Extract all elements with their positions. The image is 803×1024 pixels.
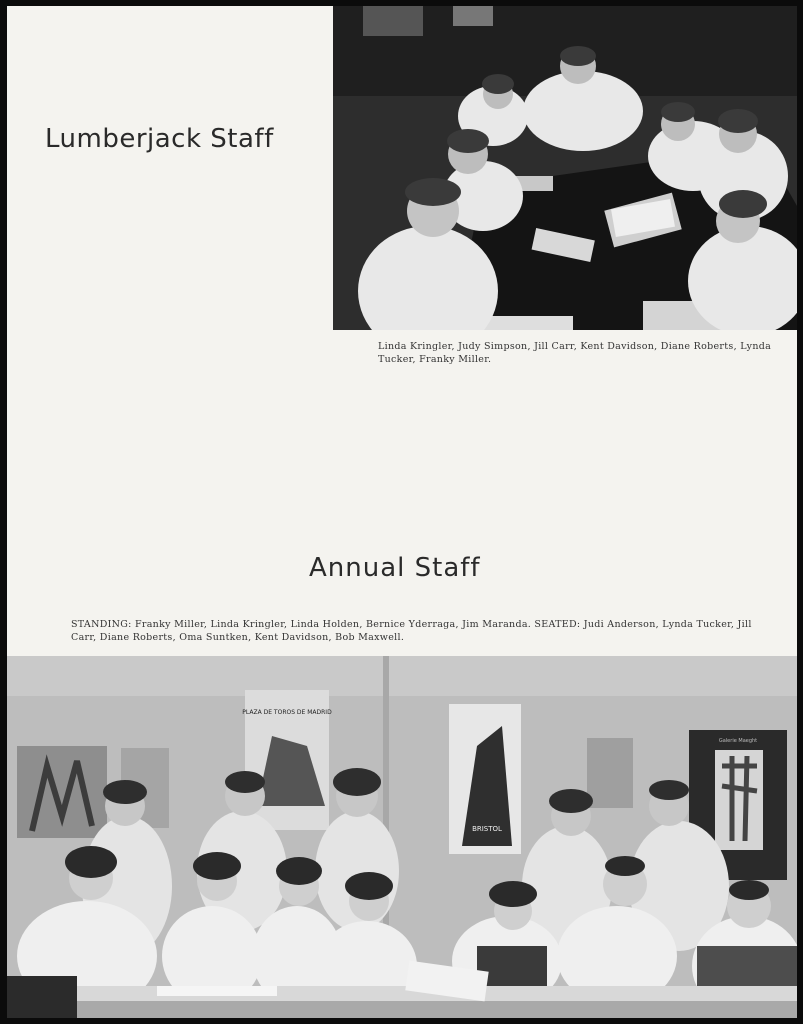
svg-text:PLAZA DE TOROS DE MADRID: PLAZA DE TOROS DE MADRID: [242, 709, 332, 716]
annual-staff-heading: Annual Staff: [309, 553, 481, 583]
yearbook-page: [7, 6, 797, 1018]
svg-text:Galerie Maeght: Galerie Maeght: [718, 738, 758, 744]
lumberjack-staff-photo: [333, 6, 797, 330]
lumberjack-staff-caption: Linda Kringler, Judy Simpson, Jill Carr, Kent Davidson, Diane Roberts, Lynda Tucker, Franky Miller.: [378, 341, 772, 365]
lumberjack-staff-heading: Lumberjack Staff: [45, 124, 274, 154]
annual-staff-caption: STANDING: Franky Miller, Linda Kringler, Linda Holden, Bernice Yderraga, Jim Maranda. SEATED: Judi Anderson, Lynda Tucker, Jill Carr, Diane Roberts, Oma Suntken, Kent Davidson, Bob Maxwell.: [71, 619, 752, 643]
svg-text:BRISTOL: BRISTOL: [472, 825, 502, 833]
annual-staff-photo: [7, 656, 797, 1018]
bristol-poster: [449, 704, 521, 854]
